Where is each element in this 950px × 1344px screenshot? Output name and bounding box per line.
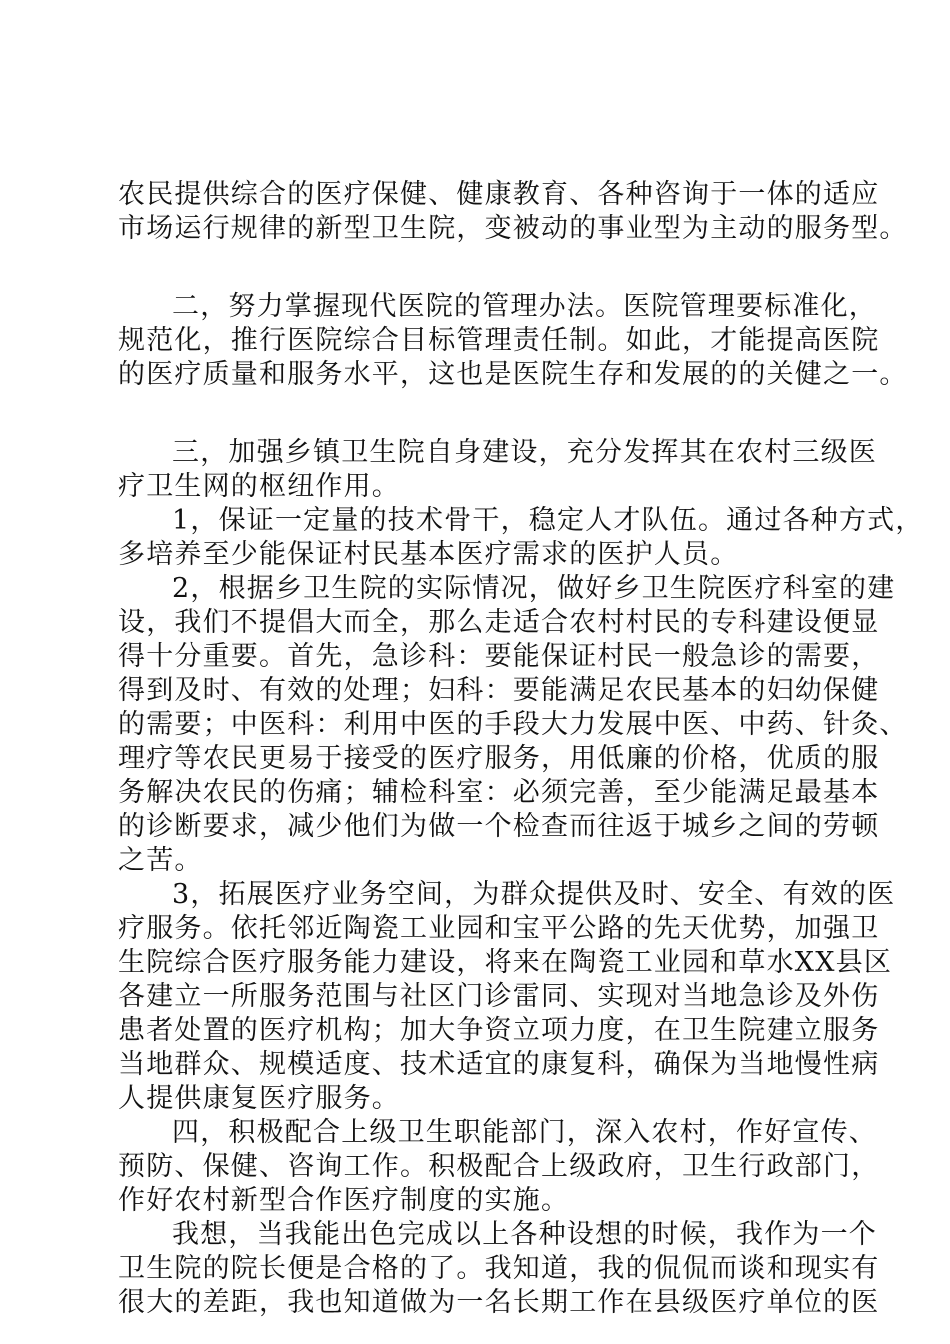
- text-line: 得到及时、有效的处理；妇科：要能满足农民基本的妇幼保健: [118, 675, 880, 706]
- text-line: 人提供康复医疗服务。: [118, 1083, 400, 1114]
- text-line: 规范化，推行医院综合目标管理责任制。如此，才能提高医院: [118, 325, 880, 356]
- text-line: 农民提供综合的医疗保健、健康教育、各种咨询于一体的适应: [118, 179, 880, 210]
- text-line: 市场运行规律的新型卫生院，变被动的事业型为主动的服务型。: [118, 213, 908, 244]
- text-line: 之苦。: [118, 845, 203, 876]
- text-line: 设，我们不提倡大而全，那么走适合农村村民的专科建设便显: [118, 607, 880, 638]
- text-line: 3，拓展医疗业务空间，为群众提供及时、安全、有效的医: [172, 879, 896, 910]
- text-line: 四，积极配合上级卫生职能部门，深入农村，作好宣传、: [172, 1117, 877, 1148]
- text-line: 的需要；中医科：利用中医的手段大力发展中医、中药、针灸、: [118, 709, 908, 740]
- text-line: 预防、保健、咨询工作。积极配合上级政府，卫生行政部门，: [118, 1151, 880, 1182]
- text-line: 2，根据乡卫生院的实际情况，做好乡卫生院医疗科室的建: [172, 573, 896, 604]
- text-line: 很大的差距，我也知道做为一名长期工作在县级医疗单位的医: [118, 1287, 880, 1318]
- text-line: 二，努力掌握现代医院的管理办法。医院管理要标准化，: [172, 291, 877, 322]
- text-line: 务解决农民的伤痛；辅检科室：必须完善，至少能满足最基本: [118, 777, 880, 808]
- text-line: 多培养至少能保证村民基本医疗需求的医护人员。: [118, 539, 739, 570]
- text-line: 当地群众、规模适度、技术适宜的康复科，确保为当地慢性病: [118, 1049, 880, 1080]
- text-line: 生院综合医疗服务能力建设，将来在陶瓷工业园和草水XX县区: [118, 947, 893, 978]
- text-line: 患者处置的医疗机构；加大争资立项力度，在卫生院建立服务: [118, 1015, 880, 1046]
- text-line: 得十分重要。首先，急诊科：要能保证村民一般急诊的需要，: [118, 641, 880, 672]
- text-line: 卫生院的院长便是合格的了。我知道，我的侃侃而谈和现实有: [118, 1253, 880, 1284]
- text-line: 1，保证一定量的技术骨干，稳定人才队伍。通过各种方式，: [172, 505, 924, 536]
- text-line: 疗卫生网的枢纽作用。: [118, 471, 400, 502]
- text-line: 三，加强乡镇卫生院自身建设，充分发挥其在农村三级医: [172, 437, 877, 468]
- text-line: 的医疗质量和服务水平，这也是医院生存和发展的的关健之一。: [118, 359, 908, 390]
- text-line: 的诊断要求，减少他们为做一个检查而往返于城乡之间的劳顿: [118, 811, 880, 842]
- text-line: 理疗等农民更易于接受的医疗服务，用低廉的价格，优质的服: [118, 743, 880, 774]
- text-line: 作好农村新型合作医疗制度的实施。: [118, 1185, 570, 1216]
- text-line: 我想，当我能出色完成以上各种设想的时候，我作为一个: [172, 1219, 877, 1250]
- text-line: 各建立一所服务范围与社区门诊雷同、实现对当地急诊及外伤: [118, 981, 880, 1012]
- text-line: 疗服务。依托邻近陶瓷工业园和宝平公路的先天优势，加强卫: [118, 913, 880, 944]
